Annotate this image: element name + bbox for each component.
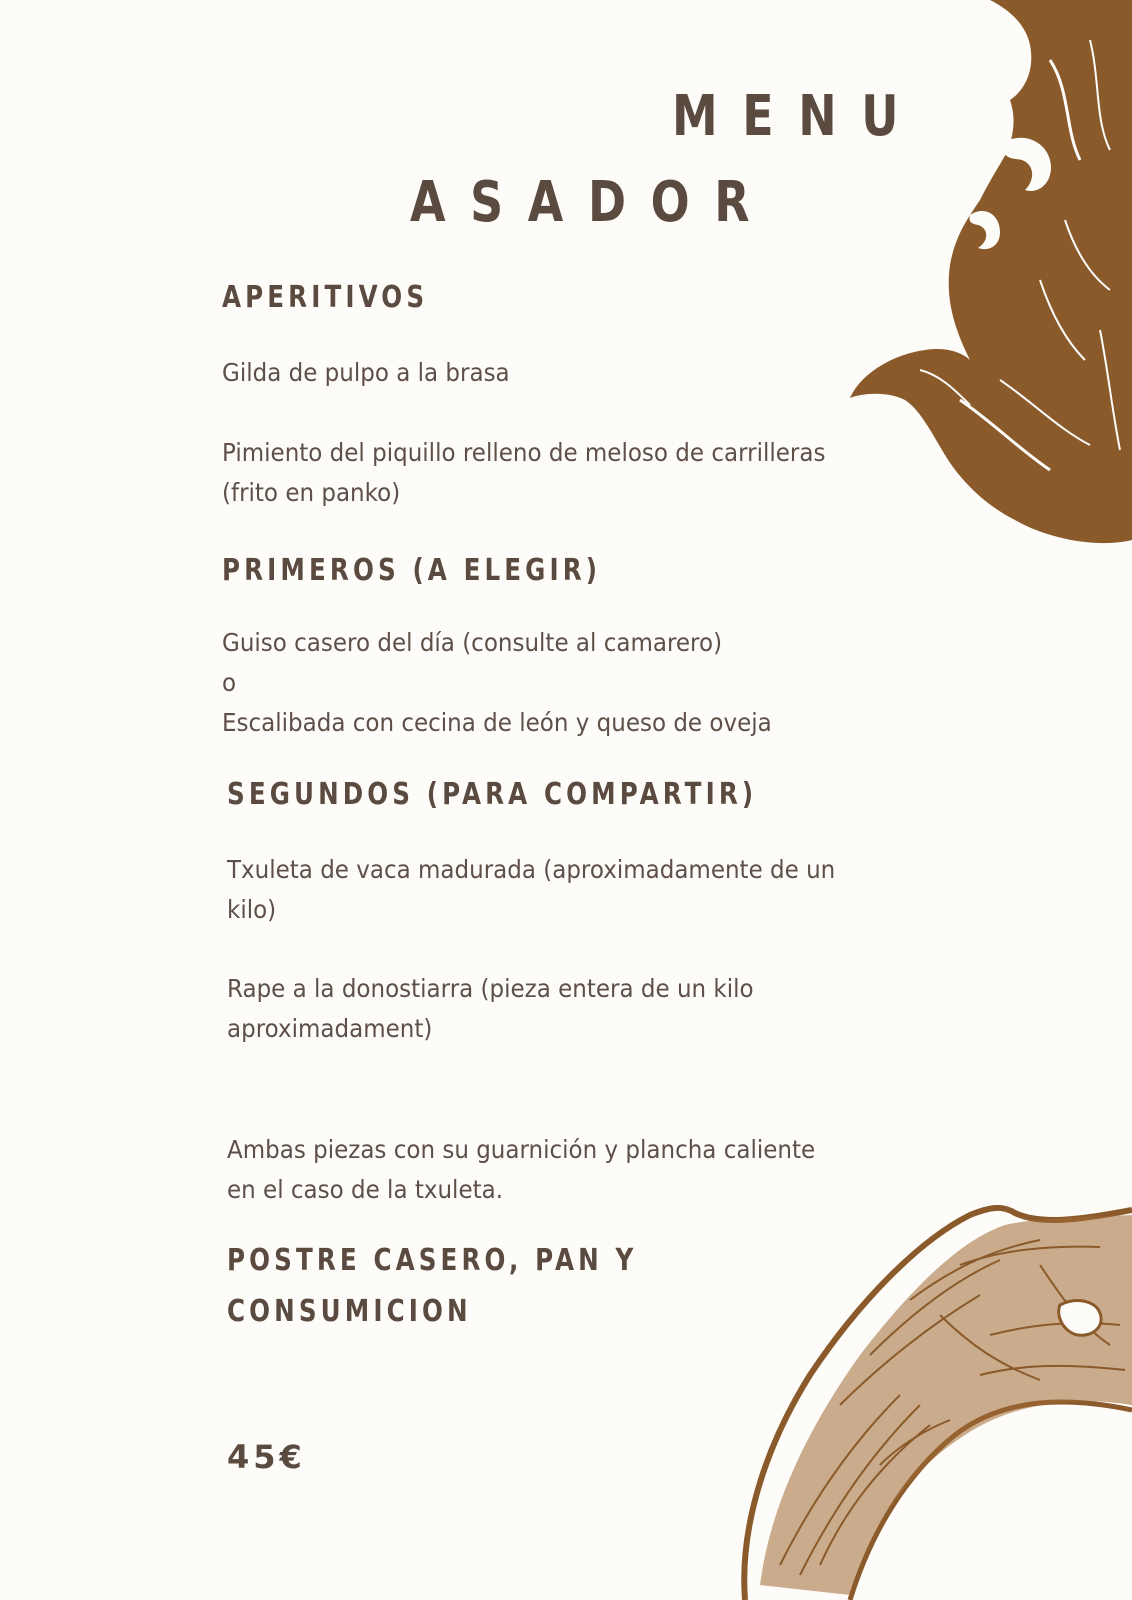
section-heading-postre: POSTRE CASERO, PAN Y [227, 1243, 638, 1278]
section-heading-postre-line2: CONSUMICION [227, 1294, 472, 1329]
menu-item: Txuleta de vaca madurada (aproximadamente de un [227, 855, 836, 884]
menu-title: MENU [672, 84, 924, 149]
menu-item-separator: o [222, 668, 237, 697]
menu-note: en el caso de la txuleta. [227, 1175, 504, 1204]
menu-item: Rape a la donostiarra (pieza entera de un kilo [227, 974, 754, 1003]
menu-item: (frito en panko) [222, 478, 401, 507]
menu-item: kilo) [227, 895, 277, 924]
menu-price: 45€ [227, 1438, 306, 1476]
menu-subtitle: ASADOR [410, 170, 775, 235]
section-heading-aperitivos: APERITIVOS [222, 280, 429, 315]
menu-item: Guiso casero del día (consulte al camarero) [222, 628, 723, 657]
flame-illustration-icon [850, 0, 1132, 550]
menu-item: Pimiento del piquillo relleno de meloso de carrilleras [222, 438, 826, 467]
menu-item: aproximadament) [227, 1014, 433, 1043]
menu-item: Escalibada con cecina de león y queso de oveja [222, 708, 772, 737]
section-heading-segundos: SEGUNDOS (PARA COMPARTIR) [227, 777, 758, 812]
section-heading-primeros: PRIMEROS (A ELEGIR) [222, 553, 602, 588]
steak-illustration-icon [740, 1205, 1132, 1600]
menu-item: Gilda de pulpo a la brasa [222, 358, 510, 387]
menu-note: Ambas piezas con su guarnición y plancha caliente [227, 1135, 816, 1164]
